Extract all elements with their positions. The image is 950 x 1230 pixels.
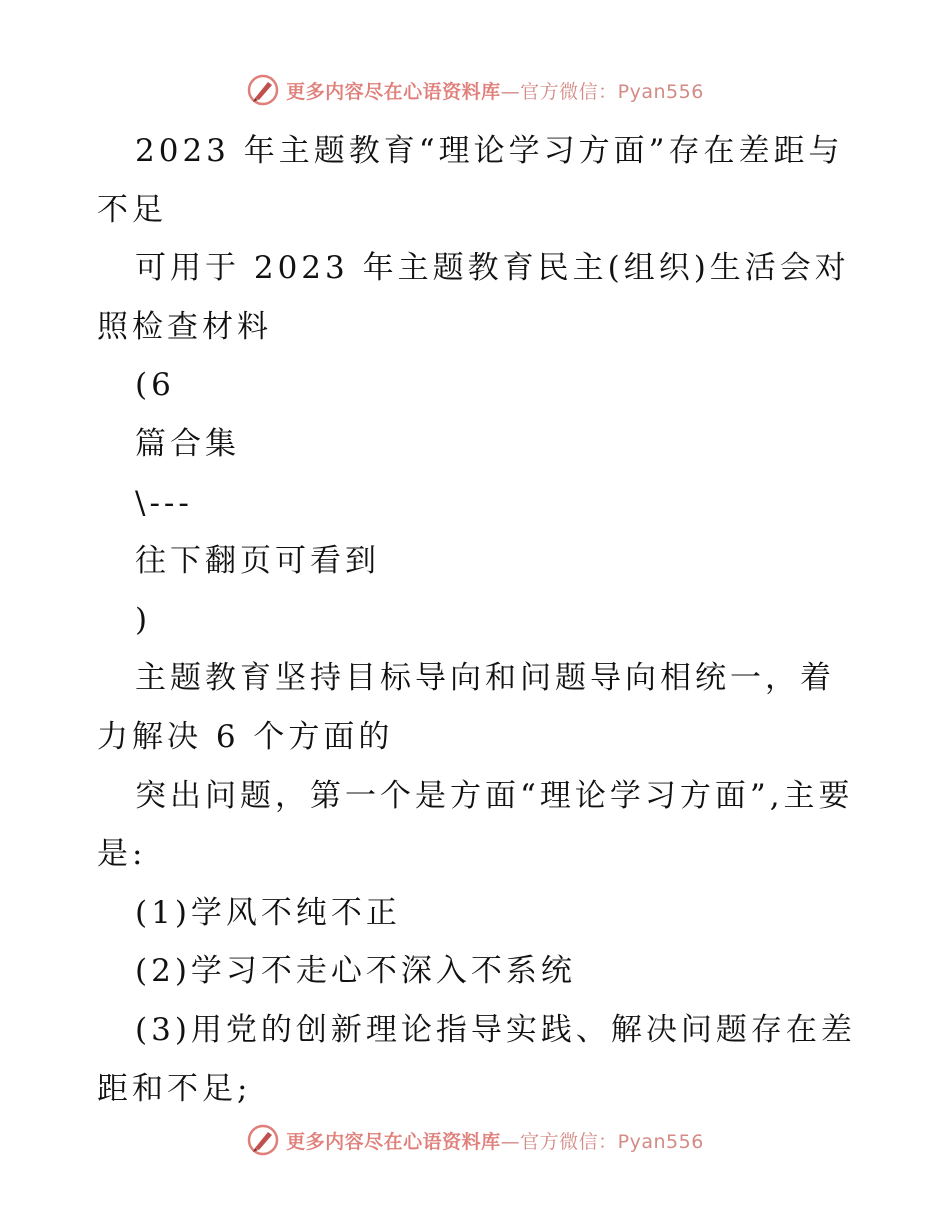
paragraph-6: 往下翻页可看到 (135, 543, 380, 580)
watermark-text (286, 1127, 704, 1154)
watermark-text (286, 77, 704, 104)
list-item-2: (2)学习不走心不深入不系统 (135, 953, 576, 990)
paragraph-4: 篇合集 (135, 425, 240, 462)
quill-pen-icon (246, 1123, 280, 1157)
footer-watermark (0, 1120, 950, 1160)
list-item-3: (3)用党的创新理论指导实践、解决问题存在差距和不足; (97, 1011, 856, 1107)
watermark-main: 更多内容尽在心语资料库 (286, 80, 501, 103)
list-item-1: (1)学风不纯不正 (135, 894, 401, 931)
quill-pen-icon (246, 73, 280, 107)
document-title: 2023 年主题教育“理论学习方面”存在差距与不足 (97, 133, 844, 228)
header-watermark (0, 70, 950, 110)
watermark-sub: —官方微信：Pyan556 (500, 1130, 704, 1153)
watermark-sub: —官方微信：Pyan556 (500, 80, 704, 103)
subtitle-paragraph: 可用于 2023 年主题教育民主(组织)生活会对照检查材料 (97, 250, 850, 345)
paragraph-5: \--- (135, 484, 193, 521)
watermark-main: 更多内容尽在心语资料库 (286, 1130, 501, 1153)
paragraph-8: 主题教育坚持目标导向和问题导向相统一，着力解决 6 个方面的 (97, 660, 835, 755)
document-body (97, 122, 857, 1118)
paragraph-7: ) (135, 601, 152, 638)
paragraph-3: (6 (135, 367, 175, 404)
paragraph-9: 突出问题，第一个是方面“理论学习方面”,主要是: (97, 777, 854, 873)
